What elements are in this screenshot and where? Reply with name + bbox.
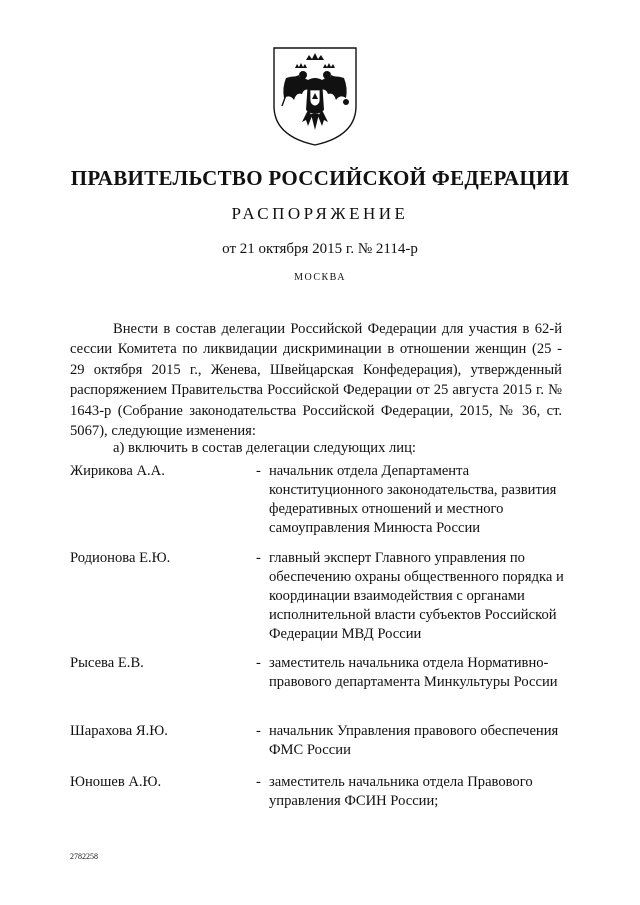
main-paragraph: Внести в состав делегации Российской Федерации для участия в 62-й сессии Комитета по ликвидации дискриминации в отношении женщин (25 - 29 октября 2015 г., Женева, Швейцарская Конфедерация), утвержденный распоряжением Правительства Российской Федерации от 25 августа 2015 г. № 1643-р (Собрание законодательства Российской Федерации, 2015, № 36, ст. 5067), следующие изменения: <box>70 321 562 440</box>
coat-of-arms-icon <box>268 44 362 148</box>
person-name: Юношев А.Ю. <box>70 774 162 790</box>
dash: - <box>256 550 261 566</box>
person-name: Рысева Е.В. <box>70 655 144 671</box>
document-date-number: от 21 октября 2015 г. № 2114-р <box>222 241 418 257</box>
person-role: главный эксперт Главного управления по обеспечению охраны общественного порядка и координации взаимодействия с органами исполнительной власти субъектов Российской Федерации МВД России <box>269 550 564 642</box>
dash: - <box>256 774 261 790</box>
person-role: начальник отдела Департамента конституционного законодательства, развития федеративных отношений и местного самоуправления Минюста России <box>269 463 557 536</box>
person-role: заместитель начальника отдела Правового управления ФСИН России; <box>269 774 533 809</box>
person-role: начальник Управления правового обеспечения ФМС России <box>269 723 559 758</box>
person-name: Жирикова А.А. <box>70 463 165 479</box>
government-title: ПРАВИТЕЛЬСТВО РОССИЙСКОЙ ФЕДЕРАЦИИ <box>70 166 570 190</box>
item-a: а) включить в состав делегации следующих лиц: <box>113 440 416 456</box>
dash: - <box>256 655 261 671</box>
body-text <box>70 319 562 441</box>
person-role: заместитель начальника отдела Нормативно-правового департамента Минкультуры России <box>269 655 558 690</box>
dash: - <box>256 463 261 479</box>
document-city: МОСКВА <box>294 272 346 283</box>
coat-of-arms-svg <box>268 44 362 148</box>
document-type: РАСПОРЯЖЕНИЕ <box>231 204 409 223</box>
document-code: 2782258 <box>70 852 98 861</box>
dash: - <box>256 723 261 739</box>
person-name: Шарахова Я.Ю. <box>70 723 168 739</box>
person-name: Родионова Е.Ю. <box>70 550 171 566</box>
